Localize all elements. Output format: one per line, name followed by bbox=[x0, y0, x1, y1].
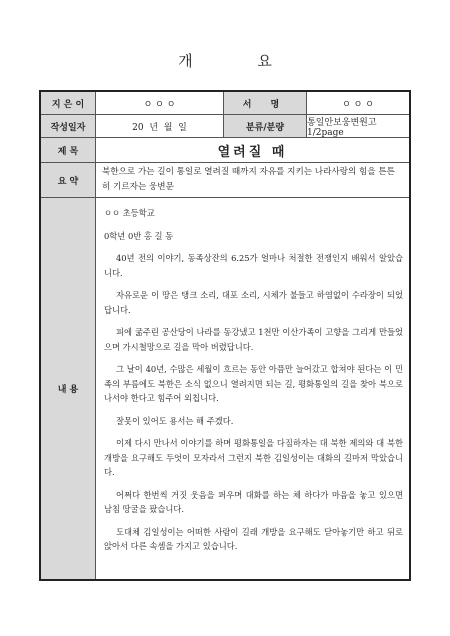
category-value: 통일안보웅변원고 1/2page bbox=[307, 117, 377, 138]
paragraph: 어쩌다 한번씩 거짓 웃음을 퍼우며 대화를 하는 체 하다가 마음을 놓고 있으면 남침 땅굴을 팠습니다. bbox=[104, 489, 403, 514]
paragraph: 도대체 김일성이는 어떠한 사람이 길래 개방을 요구해도 닫아놓기만 하고 뒤로 앉아서 다른 속셈을 가지고 있습니다. bbox=[104, 526, 403, 551]
title-row bbox=[41, 138, 409, 163]
class-line: 0학년 0반 홍 길 동 bbox=[104, 230, 174, 241]
paragraph: 잘못이 있어도 용서는 해 주겠다. bbox=[116, 415, 234, 426]
summary-label: 요 약 bbox=[41, 163, 96, 197]
paragraph: 이제 다시 만나서 이야기를 하며 평화통일을 다짐하자는 대 북한 제의와 대 북한 개방을 요구해도 두엇이 모자라서 그런지 북한 김일성이는 대화의 길마저 막았습니다. bbox=[104, 438, 403, 477]
paragraph: 그 날이 40년, 수많은 세월이 흐르는 동안 아픔만 늘어갔고 합쳐야 된다는 이 민족의 부름에도 북한은 소식 없으니 열려지면 되는 길, 평화통일의 길을 찾아 북으로 나서야 한다고 힘주어 외칩니다. bbox=[104, 364, 403, 403]
title-label: 제 목 bbox=[41, 138, 96, 162]
content-label: 내 용 bbox=[41, 198, 96, 579]
page-title: 개 요 bbox=[178, 52, 302, 70]
date-row bbox=[41, 115, 409, 138]
paragraph: 40년 전의 이야기, 동족상잔의 6.25가 얼마나 처절한 전쟁인지 배워서 알았습니다. bbox=[104, 253, 403, 278]
outline-form bbox=[39, 90, 411, 581]
content-body bbox=[96, 198, 409, 579]
category-label: 분류/분량 bbox=[224, 115, 307, 137]
summary-row bbox=[41, 163, 409, 198]
signature-label bbox=[224, 92, 307, 114]
author-label: 지 은 이 bbox=[41, 92, 96, 114]
title-value: 열려질 때 bbox=[217, 144, 288, 160]
signature-value: ㅇ ㅇ ㅇ bbox=[342, 99, 374, 110]
author-value: ㅇ ㅇ ㅇ bbox=[96, 92, 224, 114]
signature-label-text: 서 명 bbox=[242, 99, 288, 110]
date-value: 20 년 월 일 bbox=[96, 115, 224, 137]
school-line: ㅇㅇ 초등학교 bbox=[104, 208, 155, 218]
paragraph: 자유로운 이 땅은 탱크 소리, 대포 소리, 시체가 불들고 하염없이 수라장이 되었답니다. bbox=[104, 290, 403, 315]
summary-value: 북한으로 가는 길이 통일로 열려질 때까지 자유를 지키는 나라사랑의 힘을 튼튼히 기르자는 웅변문 bbox=[102, 167, 395, 192]
content-row bbox=[41, 198, 409, 579]
paragraph: 피에 굶주린 공산당이 나라를 동강냈고 1천만 이산가족이 고향을 그리게 만들었으며 가시철망으로 길을 막아 버렸답니다. bbox=[104, 327, 403, 352]
author-row bbox=[41, 92, 409, 115]
date-label: 작성일자 bbox=[41, 115, 96, 137]
